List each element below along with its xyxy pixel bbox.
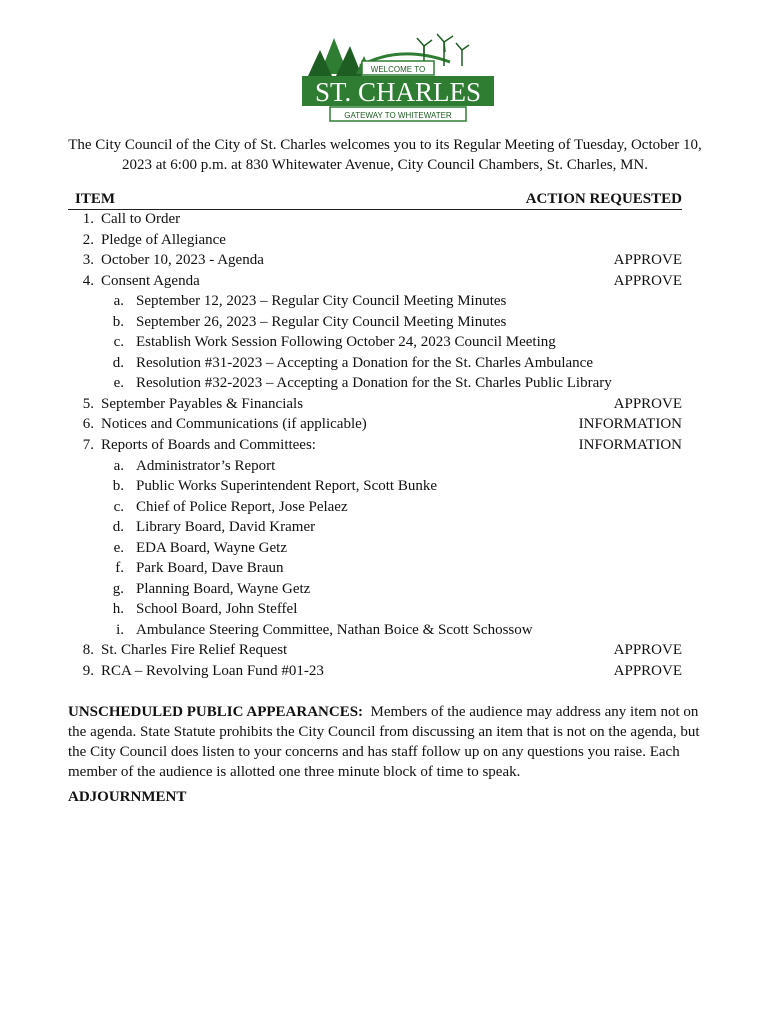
intro-text: The City Council of the City of St. Charles welcomes you to its Regular Meeting of Tuesday, October 10, 2023 at 6:00 p.m. at 830 Whitewater Avenue, City Council Chambers, St. Charles, MN. [68,137,702,173]
agenda-item-text: St. Charles Fire Relief Request [101,642,288,659]
agenda-item [68,394,682,415]
agenda-item-number: 8. [82,642,94,659]
public-appearances-heading: UNSCHEDULED PUBLIC APPEARANCES: [68,704,364,720]
agenda-item-text: Chief of Police Report, Jose Pelaez [136,498,348,515]
agenda-subitem [68,620,682,641]
action-header: ACTION REQUESTED [525,191,682,207]
agenda-item-text: School Board, John Steffel [136,601,298,618]
agenda-item-number: 3. [82,252,94,269]
agenda-item-text: Notices and Communications (if applicable) [101,416,367,433]
agenda-item-text: Library Board, David Kramer [136,519,316,536]
agenda-subitem [68,476,682,497]
agenda-item-number: 9. [82,663,94,680]
agenda-subitem [68,517,682,538]
agenda-item-number: 6. [82,416,94,433]
agenda-item [68,209,682,230]
agenda-item-action: INFORMATION [578,416,682,433]
public-appearances [68,702,708,782]
agenda-item-action: INFORMATION [578,437,682,454]
agenda-item-text: Public Works Superintendent Report, Scott Bunke [136,478,437,495]
agenda-subitem [68,579,682,600]
logo-name: ST. CHARLES [314,77,482,107]
logo-welcome: WELCOME TO [370,65,426,74]
agenda-subitem [68,373,682,394]
agenda-item-text: Pledge of Allegiance [101,231,226,248]
agenda-item-text: Administrator’s Report [136,457,276,474]
agenda-list [68,209,682,682]
agenda-item-text: October 10, 2023 - Agenda [101,252,264,269]
agenda-item-number: e. [113,375,124,392]
agenda-subitem [68,497,682,518]
agenda-item-text: Establish Work Session Following October 24, 2023 Council Meeting [136,334,556,351]
agenda-item-text: RCA – Revolving Loan Fund #01-23 [101,663,324,680]
agenda-item [68,661,682,682]
agenda-item-text: Call to Order [101,211,181,227]
agenda-item [68,414,682,435]
agenda-item-text: Park Board, Dave Braun [136,560,284,577]
agenda-item-number: 4. [82,272,94,289]
agenda-item-text: EDA Board, Wayne Getz [136,539,287,556]
agenda-item-text: Planning Board, Wayne Getz [136,580,311,597]
agenda-item-number: b. [112,478,124,495]
agenda-item-action: APPROVE [613,395,682,412]
agenda-subitem [68,332,682,353]
agenda-item-action: APPROVE [613,663,682,680]
agenda-item-number: 7. [82,437,94,454]
agenda-item [68,250,682,271]
agenda-item-number: c. [113,498,124,515]
agenda-item-number: d. [112,519,124,536]
st-charles-logo [300,32,496,124]
agenda-item-number: a. [113,457,124,474]
agenda-item-text: Consent Agenda [101,272,200,289]
agenda-subitem [68,538,682,559]
agenda-item-text: Ambulance Steering Committee, Nathan Boice & Scott Schossow [136,621,533,638]
agenda-subitem [68,312,682,333]
item-header: ITEM [75,191,116,207]
agenda-subitem [68,291,682,312]
agenda-subitem [68,558,682,579]
agenda-item-text: September Payables & Financials [101,395,304,412]
agenda-subitem [68,456,682,477]
agenda-item-number: c. [113,334,124,351]
agenda-item-text: Resolution #31-2023 – Accepting a Donation for the St. Charles Ambulance [136,354,594,371]
agenda-item-number: i. [116,621,124,638]
logo-tagline: GATEWAY TO WHITEWATER [344,111,452,120]
agenda-item-number: a. [113,293,124,310]
agenda-item-number: 2. [82,231,94,248]
agenda-item-text: September 12, 2023 – Regular City Council Meeting Minutes [136,293,507,310]
agenda-item-text: Reports of Boards and Committees: [101,437,316,454]
agenda-item [68,640,682,661]
agenda-item-text: September 26, 2023 – Regular City Council Meeting Minutes [136,313,507,330]
agenda-item-action: APPROVE [613,272,682,289]
agenda-item-action: APPROVE [613,642,682,659]
agenda-item-number: d. [112,354,124,371]
agenda-item-action: APPROVE [613,252,682,269]
agenda-item [68,435,682,456]
adjournment: ADJOURNMENT [68,789,187,805]
agenda-subitem [68,599,682,620]
agenda-item [68,271,682,292]
agenda-item [68,230,682,251]
agenda-subitem [68,353,682,374]
agenda-item-number: h. [112,601,124,618]
public-appearances-text: Members of the audience may address any item not on the agenda. State Statute prohibits the City Council from discussing an item that is not on the agenda, but the City Council does listen to your concerns and has staff follow up on any questions you raise. Each member of the audience is allotted one three minute block of time to speak. [68,704,700,780]
agenda-item-number: e. [113,539,124,556]
agenda-item-number: g. [112,580,124,597]
agenda-item-text: Resolution #32-2023 – Accepting a Donation for the St. Charles Public Library [136,375,612,392]
agenda-item-number: 1. [82,211,94,227]
agenda-item-number: b. [112,313,124,330]
agenda-header [68,189,682,210]
agenda-item-number: 5. [82,395,94,412]
agenda-item-number: f. [115,560,124,577]
